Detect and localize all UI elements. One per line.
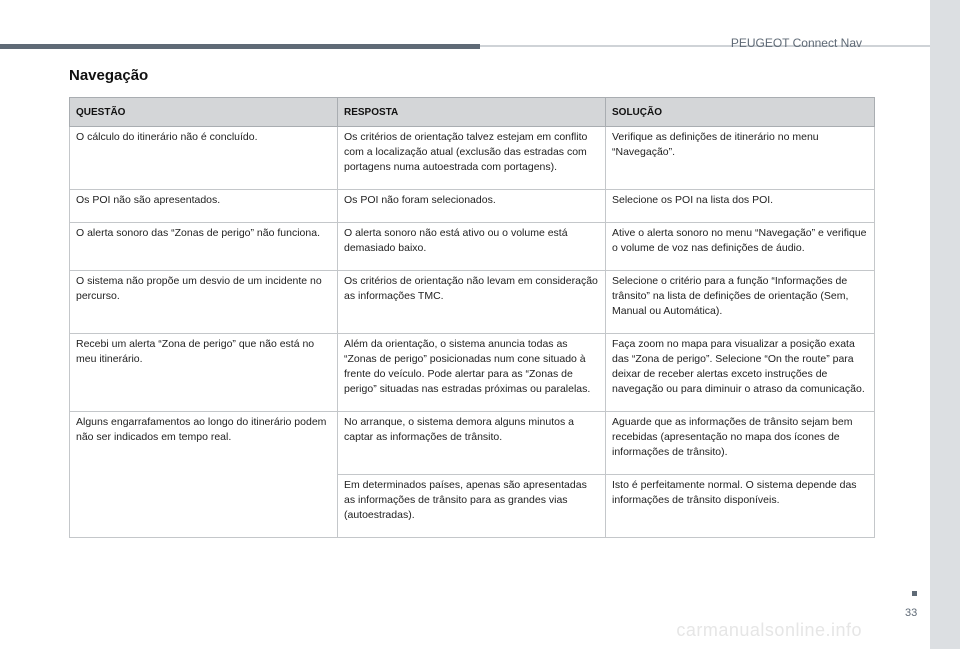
answer-cell: O alerta sonoro não está ativo ou o volume está demasiado baixo. [338, 223, 606, 271]
table-header-row [70, 98, 875, 127]
answer-cell: Em determinados países, apenas são apresentadas as informações de trânsito para as grandes vias (autoestradas). [338, 475, 606, 538]
solution-cell: Selecione os POI na lista dos POI. [606, 190, 875, 223]
page-number: 33 [905, 607, 918, 619]
solution-cell: Aguarde que as informações de trânsito sejam bem recebidas (apresentação no mapa dos ícones de informações de trânsito). [606, 412, 875, 475]
solution-cell: Faça zoom no mapa para visualizar a posição exata das “Zona de perigo”. Selecione “On the route” para deixar de receber alertas exceto instruções de navegação ou para diminuir o atraso da comunicação. [606, 334, 875, 412]
header-solution: SOLUÇÃO [606, 98, 875, 127]
question-cell: Recebi um alerta “Zona de perigo” que não está no meu itinerário. [70, 334, 338, 412]
header-rule-light [480, 45, 930, 47]
answer-cell: No arranque, o sistema demora alguns minutos a captar as informações de trânsito. [338, 412, 606, 475]
question-cell: Os POI não são apresentados. [70, 190, 338, 223]
faq-table [69, 97, 875, 538]
answer-cell: Os POI não foram selecionados. [338, 190, 606, 223]
question-cell: O alerta sonoro das “Zonas de perigo” não funciona. [70, 223, 338, 271]
header-answer: RESPOSTA [338, 98, 606, 127]
solution-cell: Verifique as definições de itinerário no menu “Navegação”. [606, 127, 875, 190]
section-title: Navegação [69, 67, 149, 84]
page-side-tab [930, 0, 960, 649]
question-cell: O cálculo do itinerário não é concluído. [70, 127, 338, 190]
table-row [70, 127, 875, 190]
table-row [70, 223, 875, 271]
page-marker-square [912, 591, 917, 596]
solution-cell: Ative o alerta sonoro no menu “Navegação” e verifique o volume de voz nas definições de áudio. [606, 223, 875, 271]
brand-title: PEUGEOT Connect Nav [730, 36, 862, 50]
answer-cell: Os critérios de orientação não levam em consideração as informações TMC. [338, 271, 606, 334]
watermark-text: carmanualsonline.info [676, 620, 862, 640]
table-row [70, 334, 875, 412]
header-rule-dark [0, 44, 480, 49]
question-cell: O sistema não propõe um desvio de um incidente no percurso. [70, 271, 338, 334]
table-row [70, 412, 875, 475]
solution-cell: Isto é perfeitamente normal. O sistema depende das informações de trânsito disponíveis. [606, 475, 875, 538]
answer-cell: Além da orientação, o sistema anuncia todas as “Zonas de perigo” posicionadas num cone situado à frente do veículo. Pode alertar para as “Zonas de perigo” situadas nas estradas próximas ou paralelas. [338, 334, 606, 412]
table-row [70, 190, 875, 223]
solution-cell: Selecione o critério para a função “Informações de trânsito” na lista de definições de orientação (Sem, Manual ou Automática). [606, 271, 875, 334]
question-cell: Alguns engarrafamentos ao longo do itinerário podem não ser indicados em tempo real. [70, 412, 338, 538]
answer-cell: Os critérios de orientação talvez estejam em conflito com a localização atual (exclusão das estradas com portagens numa autoestrada com portagens). [338, 127, 606, 190]
table-row [70, 271, 875, 334]
header-question: QUESTÃO [70, 98, 338, 127]
